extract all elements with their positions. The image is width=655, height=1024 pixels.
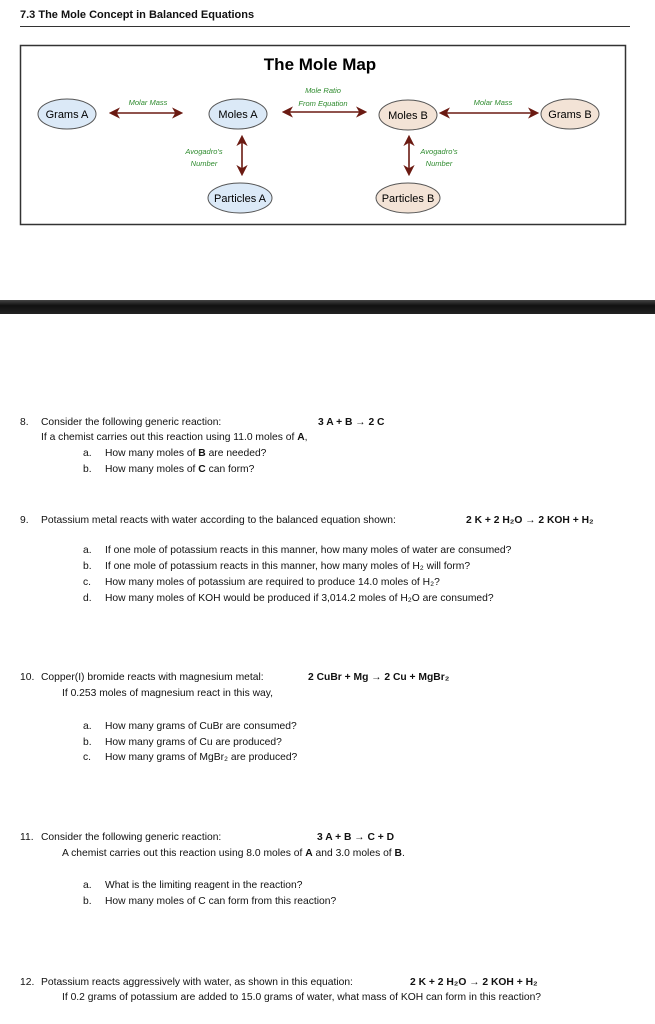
question-part-text: If one mole of potassium reacts in this manner, how many moles of H₂ will form?	[105, 561, 471, 572]
molar-mass-label: Molar Mass	[473, 98, 513, 107]
avogadro-label: Number	[190, 159, 218, 168]
question-part-text: How many grams of MgBr₂ are produced?	[105, 752, 298, 763]
question-part-text: How many moles of KOH would be produced if 3,014.2 moles of H₂O are consumed?	[105, 593, 494, 604]
question-part: b.	[83, 464, 92, 475]
equation: 3 A + B → 2 C	[318, 417, 385, 428]
question-part: a.	[83, 880, 92, 891]
node-particles-a: Particles A	[214, 193, 266, 205]
question-part: a.	[83, 721, 92, 732]
question-part: b.	[83, 896, 92, 907]
question-part-text: How many moles of potassium are required to produce 14.0 moles of H₂?	[105, 577, 440, 588]
avogadro-label: Avogadro's	[185, 147, 223, 156]
node-particles-b: Particles B	[381, 193, 435, 205]
equation: 2 K + 2 H₂O → 2 KOH + H₂	[466, 515, 594, 526]
question-part: d.	[83, 593, 92, 604]
question-text: Consider the following generic reaction:	[41, 832, 222, 843]
question-text: Copper(I) bromide reacts with magnesium metal:	[41, 672, 264, 683]
node-moles-b: Moles B	[388, 110, 428, 122]
question-part: c.	[83, 752, 92, 763]
node-grams-a: Grams A	[45, 109, 89, 121]
node-grams-b: Grams B	[548, 109, 592, 121]
question-part: b.	[83, 737, 92, 748]
question-9: 9.	[20, 515, 29, 526]
question-part: a.	[83, 448, 92, 459]
question-text: Potassium reacts aggressively with water, as shown in this equation:	[41, 977, 353, 988]
question-part-text: How many moles of C can form from this reaction?	[105, 896, 337, 907]
equation: 2 CuBr + Mg → 2 Cu + MgBr₂	[308, 672, 450, 683]
avogadro-label: Number	[425, 159, 453, 168]
mole-map-diagram	[0, 0, 655, 240]
question-part-text: What is the limiting reagent in the reaction?	[105, 880, 303, 891]
question-part-text: How many moles of C can form?	[105, 464, 255, 475]
question-10: 10.	[20, 672, 35, 683]
mole-ratio-label: Mole Ratio	[305, 86, 341, 95]
molar-mass-label: Molar Mass	[128, 98, 168, 107]
page-heading: 7.3 The Mole Concept in Balanced Equations	[20, 9, 255, 21]
question-text: Potassium metal reacts with water according to the balanced equation shown:	[41, 515, 396, 526]
question-line2: A chemist carries out this reaction using 8.0 moles of A and 3.0 moles of B.	[62, 848, 405, 859]
avogadro-label: Avogadro's	[420, 147, 458, 156]
question-part-text: How many moles of B are needed?	[105, 448, 267, 459]
question-8: 8.	[20, 417, 29, 428]
question-text: Consider the following generic reaction:	[41, 417, 222, 428]
question-12: 12.	[20, 977, 35, 988]
question-part-text: How many grams of CuBr are consumed?	[105, 721, 297, 732]
mole-ratio-label: From Equation	[298, 99, 348, 108]
question-line2: If 0.2 grams of potassium are added to 15.0 grams of water, what mass of KOH can form in this reaction?	[62, 992, 542, 1003]
question-11: 11.	[20, 832, 34, 843]
question-line2: If 0.253 moles of magnesium react in this way,	[62, 688, 273, 699]
question-part: c.	[83, 577, 92, 588]
diagram-title: The Mole Map	[263, 55, 377, 74]
question-part-text: If one mole of potassium reacts in this manner, how many moles of water are consumed?	[105, 545, 512, 556]
node-moles-a: Moles A	[218, 109, 258, 121]
question-line2: If a chemist carries out this reaction using 11.0 moles of A,	[41, 432, 308, 443]
question-part-text: How many grams of Cu are produced?	[105, 737, 282, 748]
equation: 2 K + 2 H₂O → 2 KOH + H₂	[410, 977, 538, 988]
question-part: a.	[83, 545, 92, 556]
question-part: b.	[83, 561, 92, 572]
page-separator	[0, 300, 655, 314]
equation: 3 A + B → C + D	[317, 832, 395, 843]
